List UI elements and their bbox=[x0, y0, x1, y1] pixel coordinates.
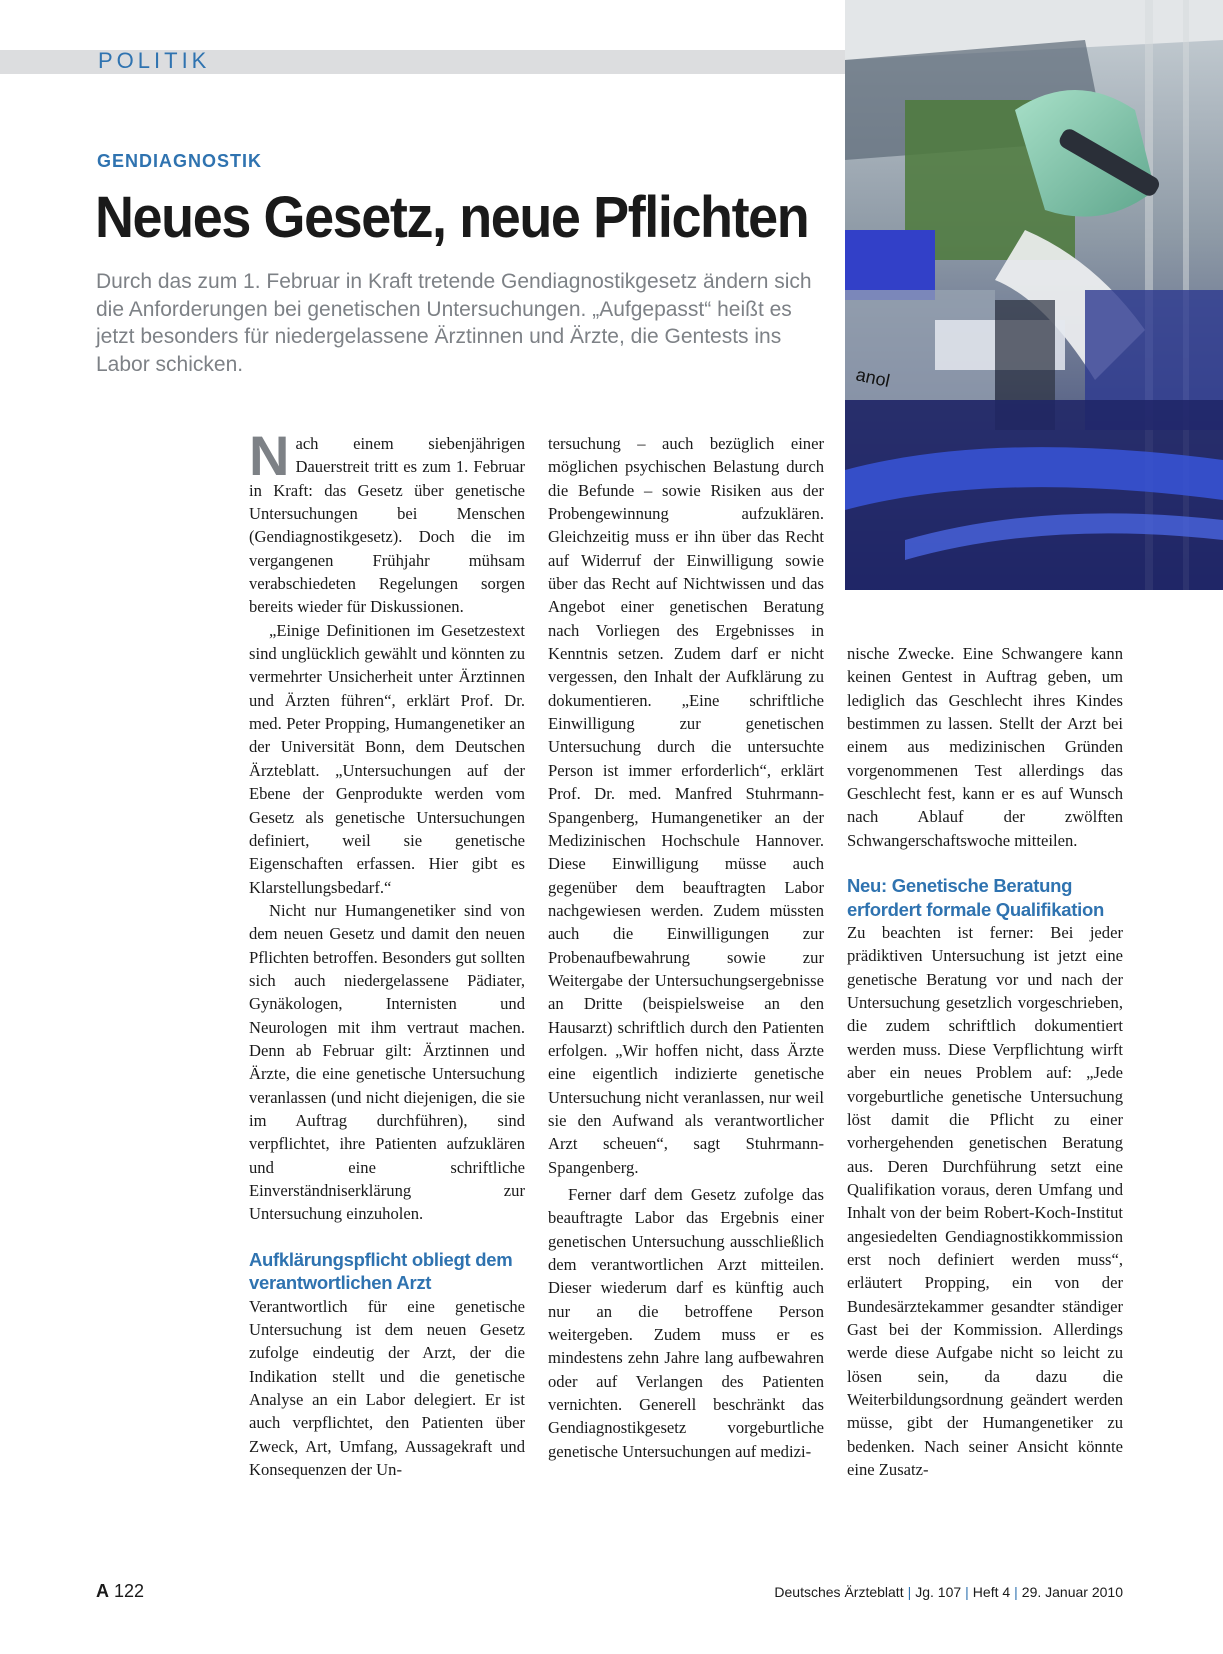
journal-issue: Heft 4 bbox=[972, 1584, 1011, 1600]
headline: Neues Gesetz, neue Pflichten bbox=[95, 185, 809, 250]
subhead-aufklaerungspflicht: Aufklärungspflicht obliegt dem verantwortlichen Arzt bbox=[249, 1248, 513, 1294]
dropcap: N bbox=[249, 424, 290, 487]
kicker: GENDIAGNOSTIK bbox=[97, 151, 263, 171]
journal-name: Deutsches Ärzteblatt bbox=[774, 1584, 904, 1600]
column-2 bbox=[548, 432, 824, 1463]
paragraph: „Einige Definitionen im Gesetzestext sind unglücklich gewählt und könnten zu vermehrter Unsicherheit unter Ärztinnen und Ärzten führen“, erklärt Prof. Dr. med. Peter Propping, Humangenetiker an der Universität Bonn, dem Deutschen Ärzteblatt. „Untersuchungen auf der Ebene der Genprodukte werden vom Gesetz als genetische Untersuchungen definiert, weil sie genetische Eigenschaften erfassen. Hier gibt es Klarstellungsbedarf.“ bbox=[249, 620, 525, 897]
paragraph: Nicht nur Humangenetiker sind von dem neuen Gesetz und damit den neuen Pflichten betroffen. Besonders gut sollten sich auch niedergelassene Pädiater, Gynäkologen, Internisten und Neurologen mit ihm vertraut machen. Denn ab Februar gilt: Ärztinnen und Ärzte, die eine genetische Untersuchung veranlassen (und nicht diejenigen, die sie im Auftrag durchführen), sind verpflichtet, ihre Patienten aufzuklären und eine schriftliche Einverständniserklärung zur Untersuchung einzuholen. bbox=[249, 900, 525, 1224]
lead-paragraph: Durch das zum 1. Februar in Kraft tretende Gendiagnostikgesetz ändern sich die Anforderungen bei genetischen Untersuchungen. „Aufgepasst“ heißt es jetzt besonders für niedergelassene Ärztinnen und Ärzte, die Gentests ins Labor schicken. bbox=[96, 270, 812, 376]
separator: | bbox=[1014, 1584, 1018, 1600]
column-3 bbox=[847, 642, 1123, 1481]
subhead-genetische-beratung: Neu: Genetische Beratung erfordert formale Qualifikation bbox=[847, 875, 1104, 920]
column-1 bbox=[249, 424, 525, 1481]
lab-photo-illustration bbox=[845, 0, 1223, 590]
paragraph: Verantwortlich für eine genetische Untersuchung ist dem neuen Gesetz zufolge eindeutig der Arzt, der die Indikation stellt und die genetische Analyse an ein Labor delegiert. Er ist auch verpflichtet, den Patienten über Zweck, Art, Umfang, Aussagekraft und Konsequenzen der Un- bbox=[249, 1296, 525, 1480]
journal-footer bbox=[774, 1584, 1123, 1600]
separator: | bbox=[907, 1584, 912, 1600]
lab-photo bbox=[845, 0, 1223, 590]
page-prefix: A bbox=[96, 1581, 109, 1601]
vial-label-text: anol bbox=[854, 364, 892, 391]
journal-volume: Jg. 107 bbox=[915, 1584, 962, 1600]
page-number bbox=[96, 1581, 144, 1602]
section-label: POLITIK bbox=[98, 48, 211, 73]
separator: | bbox=[965, 1584, 969, 1600]
journal-date: 29. Januar 2010 bbox=[1021, 1584, 1123, 1600]
paragraph: nische Zwecke. Eine Schwangere kann keinen Gentest in Auftrag geben, um lediglich das Geschlecht ihres Kindes bestimmen zu lassen. Stellt der Arzt bei einem aus medizinischen Gründen vorgenommenen Test allerdings das Geschlecht fest, kann er es auf Wunsch nach Ablauf der zwölften Schwangerschaftswoche mitteilen. bbox=[847, 644, 1123, 850]
paragraph: tersuchung – auch bezüglich einer möglichen psychischen Belastung durch die Befunde – sowie Risiken aus der Probengewinnung aufzuklären. Gleichzeitig muss er ihn über das Recht auf Widerruf der Einwilligung sowie über das Recht auf Nichtwissen und das Angebot einer genetischen Beratung nach Vorliegen des Ergebnisses in Kenntnis setzen. Zudem darf er nicht vergessen, den Inhalt der Aufklärung zu dokumentieren. „Eine schriftliche Einwilligung zur genetischen Untersuchung durch die untersuchte Person ist immer erforderlich“, erklärt Prof. Dr. med. Manfred Stuhrmann-Spangenberg, Humangenetiker an der Medizinischen Hochschule Hannover. Diese Einwilligung müsse auch gegenüber dem beauftragten Labor nachgewiesen werden. Zudem müssten auch die Einwilligungen zur Probenaufbewahrung sowie zur Weitergabe der Untersuchungsergebnisse an Dritte (beispielsweise an den Hausarzt) schriftlich durch den Patienten erfolgen. „Wir hoffen nicht, dass Ärzte eine eigentlich indizierte genetische Untersuchung nicht veranlassen, nur weil sie den Aufwand als verantwortlicher Arzt scheuen“, sagt Stuhrmann-Spangenberg. bbox=[548, 434, 824, 1177]
paragraph-intro bbox=[249, 424, 525, 619]
paragraph: Zu beachten ist ferner: Bei jeder prädiktiven Untersuchung ist jetzt eine genetische Beratung vor und nach der Untersuchung gesetzlich vorgeschrieben, die zudem schriftlich dokumentiert werden muss. Diese Verpflichtung wirft aber ein neues Problem auf: „Jede vorgeburtliche genetische Untersuchung löst damit die Pflicht zu einer vorhergehenden genetischen Beratung aus. Deren Durchführung setzt eine Qualifikation voraus, deren Umfang und Inhalt von der beim Robert-Koch-Institut angesiedelten Gendiagnostikkommission erst noch definiert werden muss“, erläutert Propping, ein von der Bundesärztekammer gesandter ständiger Gast bei der Kommission. Allerdings werde diese Aufgabe nicht so leicht zu lösen sein, da dazu die Weiterbildungsordnung geändert werden müsse, gibt der Humangenetiker zu bedenken. Nach seiner Ansicht könnte eine Zusatz- bbox=[847, 923, 1123, 1479]
page-number-value: 122 bbox=[114, 1581, 145, 1601]
paragraph-intro-text: ach einem siebenjährigen Dauerstreit tritt es zum 1. Februar in Kraft: das Gesetz über genetische Untersuchungen bei Menschen (Gendiagnostikgesetz). Doch die im vergangenen Frühjahr mühsam verabschiedeten Regelungen sorgen bereits wieder für Diskussionen. bbox=[249, 434, 525, 617]
paragraph: Ferner darf dem Gesetz zufolge das beauftragte Labor das Ergebnis einer genetischen Untersuchung ausschließlich dem verantwortlichen Arzt mitteilen. Dieser wiederum darf es künftig auch nur an die betroffene Person weitergeben. Zudem muss er es mindestens zehn Jahre lang aufbewahren oder auf Verlangen des Patienten vernichten. Generell beschränkt das Gendiagnostikgesetz vorgeburtliche genetische Untersuchungen auf medizi- bbox=[548, 1185, 824, 1461]
